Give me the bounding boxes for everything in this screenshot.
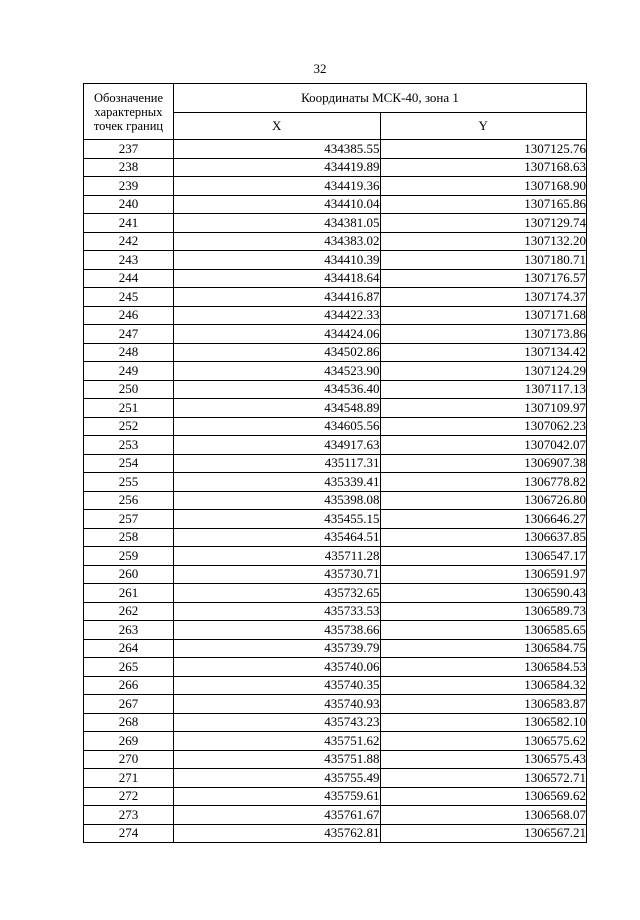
table-row	[84, 639, 587, 658]
point-cell: 243	[84, 251, 174, 270]
x-cell: 435740.35	[174, 676, 381, 695]
y-cell: 1306572.71	[380, 769, 587, 788]
x-cell: 434523.90	[174, 362, 381, 381]
x-cell: 434385.55	[174, 140, 381, 159]
table-row	[84, 158, 587, 177]
point-cell: 263	[84, 621, 174, 640]
x-cell: 435730.71	[174, 565, 381, 584]
point-cell: 274	[84, 824, 174, 843]
table-row	[84, 417, 587, 436]
x-cell: 434502.86	[174, 343, 381, 362]
y-cell: 1307129.74	[380, 214, 587, 233]
point-cell: 248	[84, 343, 174, 362]
table-row	[84, 177, 587, 196]
y-cell: 1306584.32	[380, 676, 587, 695]
y-cell: 1306646.27	[380, 510, 587, 529]
y-cell: 1306778.82	[380, 473, 587, 492]
x-cell: 434418.64	[174, 269, 381, 288]
x-cell: 434416.87	[174, 288, 381, 307]
y-cell: 1307176.57	[380, 269, 587, 288]
table-row	[84, 676, 587, 695]
x-cell: 435761.67	[174, 806, 381, 825]
table-row	[84, 140, 587, 159]
table-row	[84, 584, 587, 603]
point-cell: 273	[84, 806, 174, 825]
table-row	[84, 288, 587, 307]
table-row	[84, 695, 587, 714]
x-cell: 435755.49	[174, 769, 381, 788]
point-cell: 240	[84, 195, 174, 214]
table-row	[84, 602, 587, 621]
table-row	[84, 547, 587, 566]
x-cell: 435751.62	[174, 732, 381, 751]
x-cell: 435740.06	[174, 658, 381, 677]
y-cell: 1306584.75	[380, 639, 587, 658]
x-cell: 435743.23	[174, 713, 381, 732]
x-cell: 434536.40	[174, 380, 381, 399]
x-cell: 434381.05	[174, 214, 381, 233]
point-cell: 245	[84, 288, 174, 307]
table-row	[84, 510, 587, 529]
x-cell: 434410.04	[174, 195, 381, 214]
table-row	[84, 232, 587, 251]
x-cell: 435751.88	[174, 750, 381, 769]
table-row	[84, 769, 587, 788]
y-cell: 1307132.20	[380, 232, 587, 251]
y-cell: 1307124.29	[380, 362, 587, 381]
header-coordinates-system: Координаты МСК-40, зона 1	[174, 84, 587, 113]
x-cell: 435339.41	[174, 473, 381, 492]
point-cell: 255	[84, 473, 174, 492]
x-cell: 435398.08	[174, 491, 381, 510]
point-cell: 249	[84, 362, 174, 381]
table-row	[84, 565, 587, 584]
point-cell: 268	[84, 713, 174, 732]
table-row	[84, 528, 587, 547]
x-cell: 435740.93	[174, 695, 381, 714]
y-cell: 1306567.21	[380, 824, 587, 843]
point-cell: 262	[84, 602, 174, 621]
x-cell: 435711.28	[174, 547, 381, 566]
y-cell: 1306584.53	[380, 658, 587, 677]
header-point-designation: Обозначение характерных точек границ	[84, 84, 174, 140]
y-cell: 1307173.86	[380, 325, 587, 344]
point-cell: 260	[84, 565, 174, 584]
y-cell: 1306575.43	[380, 750, 587, 769]
x-cell: 435733.53	[174, 602, 381, 621]
table-row	[84, 491, 587, 510]
point-cell: 241	[84, 214, 174, 233]
y-cell: 1307171.68	[380, 306, 587, 325]
y-cell: 1307125.76	[380, 140, 587, 159]
y-cell: 1306589.73	[380, 602, 587, 621]
y-cell: 1307174.37	[380, 288, 587, 307]
y-cell: 1307062.23	[380, 417, 587, 436]
point-cell: 264	[84, 639, 174, 658]
point-cell: 272	[84, 787, 174, 806]
point-cell: 237	[84, 140, 174, 159]
y-cell: 1306575.62	[380, 732, 587, 751]
x-cell: 434548.89	[174, 399, 381, 418]
x-cell: 435738.66	[174, 621, 381, 640]
point-cell: 257	[84, 510, 174, 529]
table-row	[84, 399, 587, 418]
table-row	[84, 713, 587, 732]
x-cell: 435117.31	[174, 454, 381, 473]
point-cell: 239	[84, 177, 174, 196]
point-cell: 270	[84, 750, 174, 769]
point-cell: 242	[84, 232, 174, 251]
y-cell: 1306569.62	[380, 787, 587, 806]
table-row	[84, 306, 587, 325]
table-body	[84, 140, 587, 843]
point-cell: 250	[84, 380, 174, 399]
x-cell: 434383.02	[174, 232, 381, 251]
x-cell: 434410.39	[174, 251, 381, 270]
x-cell: 435759.61	[174, 787, 381, 806]
point-cell: 256	[84, 491, 174, 510]
point-cell: 253	[84, 436, 174, 455]
y-cell: 1306590.43	[380, 584, 587, 603]
y-cell: 1307109.97	[380, 399, 587, 418]
table-row	[84, 343, 587, 362]
table-row	[84, 454, 587, 473]
table-row	[84, 621, 587, 640]
table-row	[84, 325, 587, 344]
table-row	[84, 658, 587, 677]
page-number: 32	[313, 61, 327, 76]
point-cell: 266	[84, 676, 174, 695]
point-cell: 269	[84, 732, 174, 751]
table-row	[84, 251, 587, 270]
x-cell: 434419.36	[174, 177, 381, 196]
table-row	[84, 436, 587, 455]
y-cell: 1307042.07	[380, 436, 587, 455]
point-cell: 258	[84, 528, 174, 547]
table-row	[84, 214, 587, 233]
x-cell: 435455.15	[174, 510, 381, 529]
point-cell: 244	[84, 269, 174, 288]
y-cell: 1307165.86	[380, 195, 587, 214]
x-cell: 435464.51	[174, 528, 381, 547]
x-cell: 435762.81	[174, 824, 381, 843]
x-cell: 434424.06	[174, 325, 381, 344]
y-cell: 1306726.80	[380, 491, 587, 510]
y-cell: 1307134.42	[380, 343, 587, 362]
point-cell: 246	[84, 306, 174, 325]
y-cell: 1306582.10	[380, 713, 587, 732]
table-row	[84, 806, 587, 825]
table-row	[84, 195, 587, 214]
y-cell: 1306547.17	[380, 547, 587, 566]
point-cell: 271	[84, 769, 174, 788]
table-row	[84, 750, 587, 769]
y-cell: 1306591.97	[380, 565, 587, 584]
table-row	[84, 473, 587, 492]
x-cell: 434419.89	[174, 158, 381, 177]
point-cell: 254	[84, 454, 174, 473]
table-row	[84, 787, 587, 806]
x-cell: 434917.63	[174, 436, 381, 455]
point-cell: 252	[84, 417, 174, 436]
x-cell: 434422.33	[174, 306, 381, 325]
table-row	[84, 732, 587, 751]
table-row	[84, 380, 587, 399]
header-x: X	[174, 113, 381, 140]
table-row	[84, 269, 587, 288]
header-y: Y	[380, 113, 587, 140]
y-cell: 1307168.63	[380, 158, 587, 177]
y-cell: 1306907.38	[380, 454, 587, 473]
table-row	[84, 362, 587, 381]
y-cell: 1306585.65	[380, 621, 587, 640]
point-cell: 265	[84, 658, 174, 677]
y-cell: 1307168.90	[380, 177, 587, 196]
y-cell: 1307117.13	[380, 380, 587, 399]
x-cell: 434605.56	[174, 417, 381, 436]
table-header	[84, 84, 587, 140]
point-cell: 267	[84, 695, 174, 714]
point-cell: 247	[84, 325, 174, 344]
y-cell: 1306583.87	[380, 695, 587, 714]
x-cell: 435739.79	[174, 639, 381, 658]
y-cell: 1307180.71	[380, 251, 587, 270]
table-row	[84, 824, 587, 843]
y-cell: 1306637.85	[380, 528, 587, 547]
point-cell: 261	[84, 584, 174, 603]
header-row-top	[84, 84, 587, 113]
coordinates-table	[83, 83, 587, 843]
x-cell: 435732.65	[174, 584, 381, 603]
point-cell: 238	[84, 158, 174, 177]
point-cell: 259	[84, 547, 174, 566]
point-cell: 251	[84, 399, 174, 418]
y-cell: 1306568.07	[380, 806, 587, 825]
